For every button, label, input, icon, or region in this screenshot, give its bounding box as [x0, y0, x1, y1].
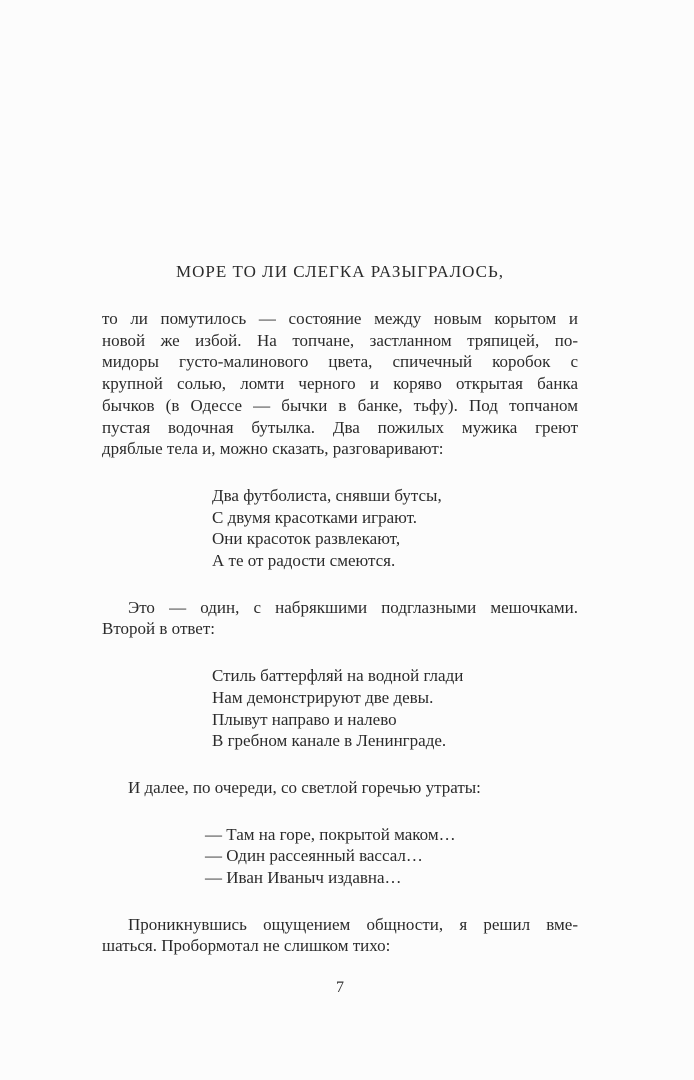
paragraph-4 — [102, 914, 578, 957]
text-line: бычков (в Одессе — бычки в банке, тьфу). Под топчаном — [102, 395, 578, 415]
text-line: мидоры густо-малинового цвета, спичечный коробок с — [102, 352, 578, 372]
page-number: 7 — [336, 979, 344, 996]
verse-line: В гребном канале в Ленинграде. — [212, 731, 447, 751]
verse-block-3 — [205, 824, 578, 889]
verse-line: — Иван Иваныч издавна… — [205, 868, 402, 888]
verse-line: Они красоток развлекают, — [212, 529, 401, 549]
text-line: Это — один, с набрякшими подглазными мешочками. — [128, 597, 578, 617]
verse-line: — Один рассеянный вассал… — [205, 846, 423, 866]
text-line: Второй в ответ: — [102, 619, 215, 639]
verse-line: А те от радости смеются. — [212, 551, 396, 571]
paragraph-2 — [102, 597, 578, 640]
opening-paragraph — [102, 308, 578, 460]
verse-line: Нам демонстрируют две девы. — [212, 687, 434, 707]
text-line: И далее, по очереди, со светлой горечью утраты: — [128, 777, 481, 797]
text-line: крупной солью, ломти черного и коряво открытая банка — [102, 374, 578, 394]
verse-block-1 — [212, 485, 578, 572]
text-line: новой же избой. На топчане, застланном тряпицей, по- — [102, 330, 578, 350]
chapter-title: МОРЕ ТО ЛИ СЛЕГКА РАЗЫГРАЛОСЬ, — [176, 262, 504, 281]
paragraph-3 — [102, 777, 578, 799]
text-line: шаться. Пробормотал не слишком тихо: — [102, 936, 391, 956]
verse-line: Плывут направо и налево — [212, 709, 397, 729]
verse-line: — Там на горе, покрытой маком… — [205, 824, 456, 844]
text-line: то ли помутилось — состояние между новым корытом и — [102, 309, 578, 328]
verse-line: Два футболиста, снявши бутсы, — [212, 485, 442, 505]
verse-block-2 — [212, 665, 578, 752]
verse-line: Стиль баттерфляй на водной глади — [212, 666, 464, 686]
text-line: Проникнувшись ощущением общности, я решил вме- — [128, 914, 578, 934]
text-line: пустая водочная бутылка. Два пожилых мужика греют — [102, 417, 578, 437]
text-block — [102, 261, 578, 957]
verse-line: С двумя красотками играют. — [212, 507, 417, 527]
text-line: дряблые тела и, можно сказать, разговаривают: — [102, 439, 444, 459]
